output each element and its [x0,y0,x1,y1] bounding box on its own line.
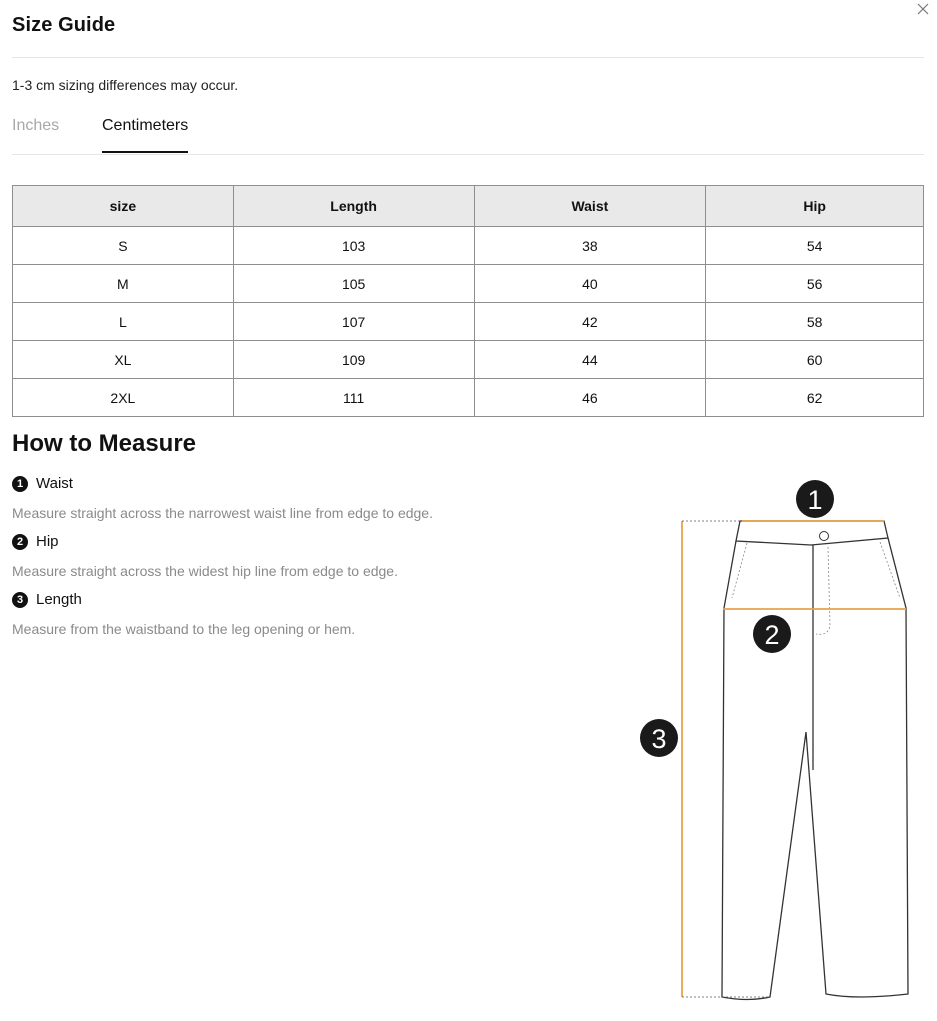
step-description: Measure straight across the narrowest waist line from edge to edge. [12,505,433,521]
header-waist: Waist [474,186,706,227]
svg-text:3: 3 [651,724,667,754]
step-label: Hip [36,533,59,550]
cell-waist: 40 [474,265,706,303]
step-description: Measure from the waistband to the leg opening or hem. [12,621,356,637]
how-to-measure-title: How to Measure [12,430,197,457]
tab-inches[interactable]: Inches [12,117,60,134]
step-number-badge: 2 [12,534,28,550]
svg-text:1: 1 [807,485,823,515]
close-icon[interactable] [916,2,930,16]
table-header-row [13,186,924,227]
step-description: Measure straight across the widest hip line from edge to edge. [12,563,398,579]
cell-size: XL [13,341,234,379]
cell-waist: 44 [474,341,706,379]
cell-waist: 38 [474,227,706,265]
header-length: Length [233,186,474,227]
pants-details [732,542,900,634]
cell-hip: 58 [706,303,924,341]
table-row [13,227,924,265]
table-row [13,265,924,303]
step-label: Waist [36,475,73,492]
marker-2 [753,615,791,653]
pants-outline [722,521,908,1000]
cell-length: 111 [233,379,474,417]
step-hip [12,533,59,550]
cell-length: 103 [233,227,474,265]
waist-button-icon [820,532,829,541]
cell-size: M [13,265,234,303]
cell-hip: 62 [706,379,924,417]
table-row [13,341,924,379]
step-waist [12,475,73,492]
sizing-note: 1-3 cm sizing differences may occur. [12,77,239,93]
cell-size: S [13,227,234,265]
cell-hip: 56 [706,265,924,303]
step-label: Length [36,591,82,608]
svg-text:2: 2 [764,620,780,650]
cell-size: L [13,303,234,341]
step-number-badge: 3 [12,592,28,608]
dialog-title: Size Guide [12,14,116,36]
cell-length: 109 [233,341,474,379]
table-row [13,379,924,417]
step-number-badge: 1 [12,476,28,492]
divider [12,57,924,58]
cell-hip: 54 [706,227,924,265]
cell-waist: 46 [474,379,706,417]
size-table [12,185,924,417]
marker-3 [640,719,678,757]
cell-waist: 42 [474,303,706,341]
cell-length: 107 [233,303,474,341]
cell-length: 105 [233,265,474,303]
table-row [13,303,924,341]
unit-tabs [12,117,924,155]
tab-centimeters[interactable]: Centimeters [102,117,188,153]
header-hip: Hip [706,186,924,227]
marker-1 [796,480,834,518]
pants-measurement-diagram [630,470,930,1010]
cell-size: 2XL [13,379,234,417]
header-size: size [13,186,234,227]
step-length [12,591,82,608]
cell-hip: 60 [706,341,924,379]
